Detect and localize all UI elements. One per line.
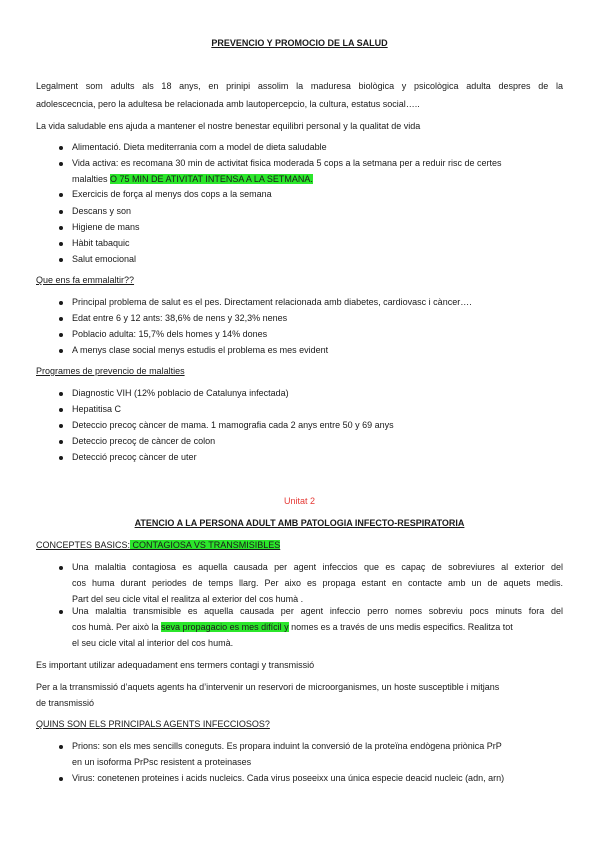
section-heading-programes: Programes de prevencio de malalties <box>36 366 185 376</box>
list-bullet <box>59 456 63 460</box>
list-item: A menys clase social menys estudis el problema es mes evident <box>72 345 329 355</box>
list-item: Diagnostic VIH (12% poblacio de Catalunya infectada) <box>72 388 289 398</box>
list-bullet <box>59 162 63 166</box>
unit-title: ATENCIO A LA PERSONA ADULT AMB PATOLOGIA INFECTO-RESPIRATORIA <box>134 518 465 528</box>
highlighted-text: CONTAGIOSA VS TRANSMISIBLES <box>130 540 281 550</box>
list-item: Descans y son <box>72 206 132 216</box>
list-item: Detecció precoç càncer de uter <box>72 452 197 462</box>
list-item: Virus: conetenen proteines i acids nucleics. Cada virus poseeixx una única especie deacid nucleic (adn, arn) <box>72 773 505 783</box>
vida-saludable-paragraph: La vida saludable ens ajuda a mantener el nostre benestar equilibri personal y la qualitat de vida <box>36 121 421 131</box>
list-item-continuation <box>72 174 313 185</box>
list-item: Hepatitisa C <box>72 404 122 414</box>
intro-paragraph-line-2: adolescecncia, pero la adultesa be relacionada amb lautopercepcio, la cultura, estatus social….. <box>36 99 420 109</box>
list-item: Poblacio adulta: 15,7% dels homes y 14% dones <box>72 329 268 339</box>
list-item: Una malaltia transmisible es aquella causada per agent infeccio perro nomes sobreviu pocs minuts fora del <box>72 606 563 616</box>
paragraph: Per a la trransmissió d’aquets agents ha d’intervenir un reservori de microorganismes, un hoste susceptible i mitjans <box>36 682 500 692</box>
list-item-continuation: en un isoforma PrPsc resistent a proteinases <box>72 757 252 767</box>
section-heading-malaltir: Que ens fa emmalaltir?? <box>36 275 135 285</box>
list-item: Higiene de mans <box>72 222 140 232</box>
list-bullet <box>59 226 63 230</box>
list-bullet <box>59 210 63 214</box>
list-item: Deteccio precoç de càncer de colon <box>72 436 216 446</box>
list-bullet <box>59 440 63 444</box>
list-bullet <box>59 777 63 781</box>
list-item-continuation: Part del seu cicle vital el realitza al exterior del cos humà . <box>72 594 304 604</box>
list-bullet <box>59 146 63 150</box>
text-run: cos humà. Per això la <box>72 622 162 632</box>
list-item: Salut emocional <box>72 254 137 264</box>
list-item: Edat entre 6 y 12 ants: 38,6% de nens y 32,3% nenes <box>72 313 288 323</box>
conceptes-label: CONCEPTES BASICS: <box>36 540 131 550</box>
list-item: Vida activa: es recomana 30 min de activitat fisica moderada 5 cops a la setmana per a reduir risc de certes <box>72 158 502 168</box>
list-bullet <box>59 424 63 428</box>
list-bullet <box>59 349 63 353</box>
list-item: Principal problema de salut es el pes. Directament relacionada amb diabetes, cardiovasc i càncer…. <box>72 297 472 307</box>
list-bullet <box>59 333 63 337</box>
list-item-continuation: el seu cicle vital al interior del cos humà. <box>72 638 234 648</box>
intro-paragraph-line-1: Legalment som adults als 18 anys, en prinipi assolim la maduresa biològica y psicològica adulta despres de la <box>36 81 563 91</box>
section-heading-agents: QUINS SON ELS PRINCIPALS AGENTS INFECCIOSOS? <box>36 719 270 729</box>
paragraph-continuation: de transmissió <box>36 698 95 708</box>
text-run: nomes es a través de uns medis especifics. Realitza tot <box>288 622 513 632</box>
list-bullet <box>59 610 63 614</box>
list-item: Alimentació. Dieta mediterrania com a model de dieta saludable <box>72 142 327 152</box>
list-item-continuation <box>72 622 513 633</box>
list-bullet <box>59 408 63 412</box>
list-item-continuation: cos huma durant periodes de temps llarg. Per aixo es propaga estant en contacte amb un de aquets medis. <box>72 578 563 588</box>
list-item: Exercicis de força al menys dos cops a la semana <box>72 189 272 199</box>
list-bullet <box>59 242 63 246</box>
text-run: malalties <box>72 174 111 184</box>
conceptes-heading <box>36 540 280 551</box>
list-item: Una malaltia contagiosa es aquella causada per agent infeccios que es capaç de sobreviures al exterior del <box>72 562 563 572</box>
list-bullet <box>59 258 63 262</box>
list-bullet <box>59 317 63 321</box>
list-bullet <box>59 392 63 396</box>
list-item: Prions: son els mes sencills coneguts. Es propara induint la conversió de la proteïna endògena priònica PrP <box>72 741 502 751</box>
list-bullet <box>59 745 63 749</box>
unit-label: Unitat 2 <box>283 496 316 506</box>
highlighted-text: O 75 MIN DE ATIVITAT INTENSA A LA SETMANA. <box>110 174 313 184</box>
highlighted-text: seva propagacio es mes difícil y <box>161 622 289 632</box>
paragraph: Es important utilizar adequadament ens termers contagi y transmissió <box>36 660 315 670</box>
list-bullet <box>59 566 63 570</box>
page-title: PREVENCIO Y PROMOCIO DE LA SALUD <box>211 38 388 48</box>
list-item: Deteccio precoç càncer de mama. 1 mamografia cada 2 anys entre 50 y 69 anys <box>72 420 394 430</box>
list-item: Hàbit tabaquic <box>72 238 130 248</box>
list-bullet <box>59 193 63 197</box>
list-bullet <box>59 301 63 305</box>
